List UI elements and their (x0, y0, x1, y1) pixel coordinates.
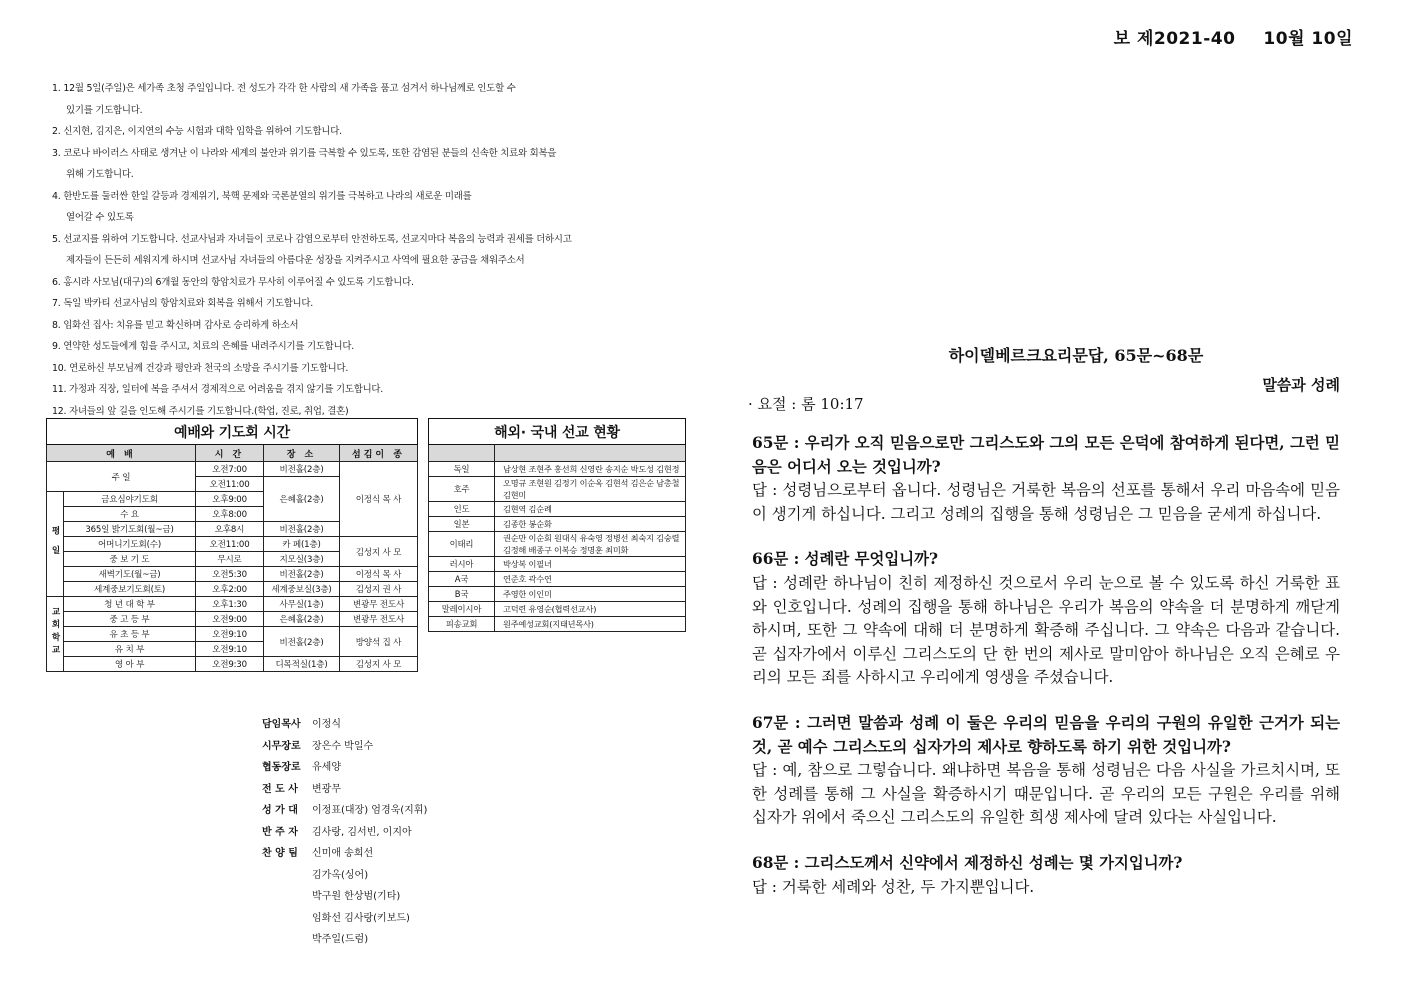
time-cell: 오전9:10 (196, 642, 264, 657)
mission-row (429, 517, 686, 532)
mission-country: B국 (429, 587, 495, 602)
mission-row (429, 532, 686, 557)
place-cell: 은혜홀(2층) (264, 612, 340, 627)
col-servant: 섬김이 종 (340, 445, 418, 462)
praise-team-member: 박주일(드럼) (312, 934, 369, 945)
prayer-list (52, 78, 672, 422)
place-cell: 세계중보실(3층) (264, 582, 340, 597)
answer: 답 : 거룩한 세례와 성찬, 두 가지뿐입니다. (752, 877, 1035, 896)
place-cell: 은혜홀(2층) (264, 477, 340, 522)
staff-role: 찬 양 팀 (262, 848, 298, 859)
prayer-item: 9. 연약한 성도들에게 힘을 주시고, 치료의 은혜를 내려주시기를 기도합니다. (52, 341, 355, 352)
mission-row (429, 477, 686, 502)
time-cell: 오전5:30 (196, 567, 264, 582)
mission-row (429, 502, 686, 517)
group-school: 교회학교 (47, 597, 64, 672)
prayer-item-continued: 열어갈 수 있도록 (66, 212, 134, 223)
issue-date: 10월 10일 (1263, 29, 1353, 49)
mission-names: 고덕련 유영순(협력선교사) (495, 602, 686, 617)
time-cell: 오후9:00 (196, 492, 264, 507)
staff-list (262, 714, 427, 951)
mission-country: 인도 (429, 502, 495, 517)
mission-country: 러시아 (429, 557, 495, 572)
mission-names: 남상현 조현주 홍선희 신영란 송지순 박도성 김현정 (495, 462, 686, 477)
time-cell: 무시로 (196, 552, 264, 567)
row-youth: 청 년 대 학 부 (64, 597, 196, 612)
time-cell: 오전9:00 (196, 612, 264, 627)
praise-team-member: 김가옥(싱어) (312, 869, 369, 881)
question: 67문 : 그러면 말씀과 성례 이 둘은 우리의 믿음을 우리의 구원의 유일한 근거가 되는 것, 곧 예수 그리스도의 십자가의 제사로 향하도록 하기 위한 것입니까? (752, 713, 1340, 756)
mission-country: 이태리 (429, 532, 495, 557)
bulletin-header (1114, 24, 1353, 49)
servant-cell: 김성지 권 사 (340, 582, 418, 597)
missions-table (428, 418, 686, 632)
row-middle-high: 중 고 등 부 (64, 612, 196, 627)
praise-team-member: 박구원 한상범(기타) (312, 891, 401, 902)
row-365: 365일 밝기도회(월~금) (64, 522, 196, 537)
praise-team-member: 임화선 김사랑(키보드) (312, 912, 410, 924)
time-cell: 오후1:30 (196, 597, 264, 612)
staff-names: 신미애 송희선 (312, 848, 374, 859)
qa-block (752, 548, 1340, 690)
memory-verse: · 요절 : 롬 10:17 (748, 395, 864, 413)
staff-row (262, 779, 427, 801)
col-worship: 예 배 (47, 445, 196, 462)
mission-country: 호주 (429, 477, 495, 502)
mission-row (429, 617, 686, 632)
time-cell: 오전11:00 (196, 477, 264, 492)
qa-block (752, 712, 1340, 830)
staff-row (262, 800, 427, 822)
staff-row (262, 736, 427, 758)
staff-names: 유세양 (312, 762, 341, 773)
staff-role: 전 도 사 (262, 783, 298, 795)
staff-row (262, 757, 427, 779)
mission-names: 오명규 조현원 김정기 이순옥 김현석 김은순 남총철 김현미 (495, 477, 686, 502)
prayer-item-continued: 위해 기도합니다. (66, 169, 134, 180)
time-cell: 오후8:00 (196, 507, 264, 522)
mission-country: A국 (429, 572, 495, 587)
staff-role: 성 가 대 (262, 805, 298, 816)
time-cell: 오전7:00 (196, 462, 264, 477)
prayer-item: 4. 한반도를 둘러싼 한일 갈등과 경제위기, 북핵 문제와 국론분열의 위기를 극복하고 나라의 새로운 미래를 (52, 190, 472, 202)
servant-cell: 이정식 목 사 (340, 462, 418, 537)
prayer-item: 10. 연로하신 부모님께 건강과 평안과 천국의 소망을 주시기를 기도합니다. (52, 362, 349, 374)
row-elementary: 유 초 등 부 (64, 627, 196, 642)
col-place: 장 소 (264, 445, 340, 462)
place-cell: 디목적실(1층) (264, 657, 340, 672)
time-cell: 오전11:00 (196, 537, 264, 552)
mission-country: 피송교회 (429, 617, 495, 632)
mission-country: 독일 (429, 462, 495, 477)
worship-schedule-table (46, 418, 418, 672)
prayer-item-continued: 있기를 기도합니다. (66, 104, 143, 116)
col-missionaries (495, 445, 686, 462)
prayer-item: 8. 임화선 집사: 치유를 믿고 확신하며 감사로 승리하게 하소서 (52, 319, 299, 331)
mission-names: 김종한 봉순화 (495, 517, 686, 532)
servant-cell: 김성지 사 모 (340, 537, 418, 567)
servant-cell: 김성지 사 모 (340, 657, 418, 672)
question: 66문 : 성례란 무엇입니까? (752, 550, 938, 569)
row-dawn: 새벽기도(월~금) (64, 567, 196, 582)
place-cell: 비전홀(2층) (264, 567, 340, 582)
mission-row (429, 462, 686, 477)
time-cell: 오후8시 (196, 522, 264, 537)
missions-table-title: 해외· 국내 선교 현황 (429, 419, 686, 445)
prayer-item: 6. 홍시라 사모님(대구)의 6개월 동안의 항암치료가 무사히 이루어질 수 있도록 기도합니다. (52, 276, 414, 288)
place-cell: 비전홀(2층) (264, 462, 340, 477)
mission-names: 김현역 김순례 (495, 502, 686, 517)
answer: 답 : 성령님으로부터 옵니다. 성령님은 거룩한 복음의 선포를 통해서 우리 마음속에 믿음이 생기게 하십니다. 그리고 성례의 집행을 통해 성령님은 그 믿음을 굳세게 하십니다. (752, 481, 1340, 523)
staff-names: 이정표(대장) 엄경욱(지휘) (312, 805, 428, 816)
group-weekday: 평 일 (47, 492, 64, 597)
time-cell: 오후2:00 (196, 582, 264, 597)
catechism-title: 하이델베르크요리문답, 65문~68문 (948, 346, 1204, 365)
time-cell: 오전9:10 (196, 627, 264, 642)
question: 65문 : 우리가 오직 믿음으로만 그리스도와 그의 모든 은덕에 참여하게 된다면, 그런 믿음은 어디서 오는 것입니까? (752, 434, 1340, 476)
prayer-item: 12. 자녀들의 앞 길을 인도해 주시기를 기도합니다.(학업, 진로, 취업, 결혼) (52, 405, 349, 417)
row-sunday: 주 일 (47, 462, 196, 492)
col-country (429, 445, 495, 462)
answer: 답 : 성례란 하나님이 친히 제정하신 것으로서 우리 눈으로 볼 수 있도록 하신 거룩한 표와 인호입니다. 성례의 집행을 통해 하나님은 우리가 복음의 약속을 더 분명하게 깨닫게 하시며, 또한 그 약속에 대해 더 분명하게 확증해 주십니다. 그 약속은 다음과 같습니다. 곧 십자가에서 이루신 그리스도의 단 한 번의 제사로 말미암아 하나님은 오직 은혜로 우리의 모든 죄를 사하시고 우리에게 영생을 주셨습니다. (752, 573, 1340, 687)
time-cell: 오전9:30 (196, 657, 264, 672)
staff-role: 반 주 자 (262, 826, 298, 838)
place-cell: 사무실(1층) (264, 597, 340, 612)
prayer-item-continued: 제자들이 든든히 세워지게 하시며 선교사님 자녀들의 아름다운 성장을 지켜주시고 사역에 필요한 공급을 채워주소서 (66, 255, 525, 266)
mission-names: 주영한 이인미 (495, 587, 686, 602)
mission-row (429, 587, 686, 602)
answer: 답 : 예, 참으로 그렇습니다. 왜냐하면 복음을 통해 성령님은 다음 사실을 가르치시며, 또한 성례를 통해 그 사실을 확증하시기 때문입니다. 곧 우리의 모든 구원은 우리를 위해 십자가 위에서 죽으신 그리스도의 유일한 희생 제사에 달려 있다는 사실입니다. (752, 761, 1340, 827)
servant-cell: 이정식 목 사 (340, 567, 418, 582)
issue-number: 보 제2021-40 (1113, 29, 1236, 49)
staff-role: 담임목사 (262, 719, 301, 730)
mission-names: 원주예성교회(지태년목사) (495, 617, 686, 632)
mission-row (429, 557, 686, 572)
row-wednesday: 수 요 (64, 507, 196, 522)
staff-role: 시무장로 (262, 740, 301, 752)
staff-names: 장은수 박일수 (312, 740, 374, 752)
catechism-subtitle: 말씀과 성례 (1262, 376, 1340, 394)
prayer-item: 1. 12월 5일(주일)은 세가족 초청 주일입니다. 전 성도가 각각 한 사람의 새 가족을 품고 섬겨서 하나님께로 인도할 수 (52, 83, 516, 94)
prayer-item: 5. 선교지를 위하여 기도합니다. 선교사님과 자녀들이 코로나 감염으로부터 안전하도록, 선교지마다 복음의 능력과 권세를 더하시고 (52, 233, 572, 245)
worship-table-title: 예배와 기도회 시간 (47, 419, 418, 445)
row-intercession: 중 보 기 도 (64, 552, 196, 567)
mission-names: 연준호 곽수연 (495, 572, 686, 587)
mission-country: 일본 (429, 517, 495, 532)
servant-cell: 변광무 전도사 (340, 597, 418, 612)
place-cell: 비전홀(2층) (264, 627, 340, 657)
mission-names: 박상복 이필녀 (495, 557, 686, 572)
prayer-item: 7. 독일 박카티 선교사님의 항암치료와 회복을 위해서 기도합니다. (52, 298, 314, 309)
row-infant: 영 아 부 (64, 657, 196, 672)
row-world-prayer: 세계중보기도회(토) (64, 582, 196, 597)
place-cell: 카 페(1층) (264, 537, 340, 552)
mission-row (429, 602, 686, 617)
staff-names: 이정식 (312, 719, 341, 730)
prayer-item: 11. 가정과 직장, 일터에 복을 주셔서 경제적으로 어려움을 겪지 않기를 기도합니다. (52, 384, 384, 395)
place-cell: 지모실(3층) (264, 552, 340, 567)
prayer-item: 3. 코로나 바이러스 사태로 생겨난 이 나라와 세계의 불안과 위기를 극복할 수 있도록, 또한 감염된 분들의 신속한 치료와 회복을 (52, 147, 557, 159)
staff-names: 변광무 (312, 783, 341, 795)
col-time: 시 간 (196, 445, 264, 462)
qa-block (752, 852, 1340, 899)
servant-cell: 방양석 집 사 (340, 627, 418, 657)
qa-block (752, 432, 1340, 526)
mission-country: 말레이시아 (429, 602, 495, 617)
row-kindergarten: 유 치 부 (64, 642, 196, 657)
catechism-section (748, 343, 1340, 899)
question: 68문 : 그리스도께서 신약에서 제정하신 성례는 몇 가지입니까? (752, 853, 1183, 872)
mission-row (429, 572, 686, 587)
staff-row (262, 714, 427, 736)
mission-names: 권순만 이순회 원대식 유숙영 정병선 최숙지 김숭렬 김정해 배종구 이복승 정명훈 최미화 (495, 532, 686, 557)
row-friday: 금요심야기도회 (64, 492, 196, 507)
staff-role: 협동장로 (262, 762, 301, 773)
servant-cell: 변광무 전도사 (340, 612, 418, 627)
row-mother-prayer: 어머니기도회(수) (64, 537, 196, 552)
staff-names: 김사랑, 김서빈, 이지아 (312, 826, 412, 838)
staff-row (262, 843, 427, 865)
staff-row (262, 822, 427, 844)
place-cell: 비전홀(2층) (264, 522, 340, 537)
prayer-item: 2. 신지현, 김지은, 이지연의 수능 시험과 대학 입학을 위하여 기도합니다. (52, 126, 342, 137)
